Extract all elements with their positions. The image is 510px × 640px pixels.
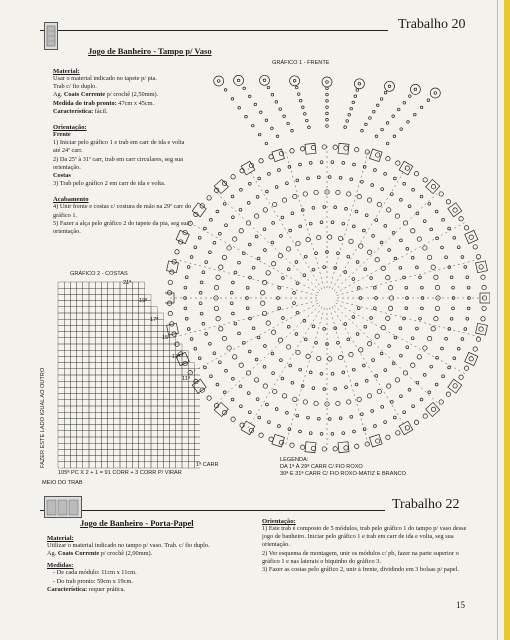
material-label: Material: xyxy=(53,68,80,75)
chart1-legend xyxy=(280,457,406,478)
article1-title: Jogo de Banheiro - Tampo p/ Vaso xyxy=(88,46,212,56)
feature-value: requer prática. xyxy=(87,585,126,593)
article2-title: Jogo de Banheiro - Porta-Papel xyxy=(80,518,194,528)
chart2-row-label: 19ª xyxy=(139,298,148,304)
instructions-label: Orientação: xyxy=(53,124,87,132)
chart2-side-label: FAZER ESTE LADO IGUAL AO OUTRO xyxy=(40,367,46,468)
feature-label: Característica: xyxy=(53,107,94,115)
legend-line: 30ª E 31ª CARR C/ FIO ROXO-MATIZ E BRANCO xyxy=(280,471,406,477)
towel-icon xyxy=(45,23,57,49)
article2-materials xyxy=(47,531,247,594)
chart2-title: GRÁFICO 2 - COSTAS xyxy=(70,271,128,277)
material-line: Utilizar o material indicado no tampo p/ vaso. Trab. c/ fio duplo. xyxy=(47,542,210,549)
legend-title: LEGENDA: xyxy=(280,457,309,463)
page-number: 15 xyxy=(456,600,465,610)
needle-suffix: p/ crochê (2,50mm). xyxy=(105,91,159,99)
finishing-label: Acabamento xyxy=(53,196,89,204)
sizes-label: Medidas: xyxy=(47,562,74,570)
instruction-step: 5) Fazer a alça pelo gráfico 2 do tapete da pia, seg sua orientação. xyxy=(53,219,190,236)
feature-line xyxy=(47,586,247,594)
instruction-step: 1) Este trab é composto de 5 módulos, trab pelo gráfico 1 do tampo p/ vaso desse jogo de banheiro. Iniciar pelo gráfico 1 e trab em carr de ida e volta, seg sua orientação. xyxy=(262,525,467,549)
material-line: Trab c/ fio duplo. xyxy=(53,83,97,91)
paper-holder-icon xyxy=(45,497,81,517)
size-label: Medida do trab pronto: xyxy=(53,99,117,107)
front-label: Frente xyxy=(53,131,71,139)
page-edge-strip xyxy=(504,0,510,640)
instructions-label: Orientação: xyxy=(262,518,296,525)
crochet-chart-back xyxy=(40,276,200,488)
header-title-top: Trabalho 20 xyxy=(398,17,466,32)
instruction-step: 3) Fazer as costas pelo gráfico 2, unir à frente, dividindo em 3 bolsas p/ papel. xyxy=(262,566,459,574)
chart2-row-label: 17ª xyxy=(150,317,159,323)
header-title-bottom: Trabalho 22 xyxy=(392,497,460,512)
instruction-step: 1) Iniciar pelo gráfico 1 e trab em carr de ida e volta até 24ª carr. xyxy=(53,139,185,155)
page-edge-line xyxy=(497,0,498,640)
instruction-step: 4) Unir frente e costas c/ costura de mão na 29ª carr do gráfico 1. xyxy=(53,203,192,219)
needle-prefix: Ag. xyxy=(53,91,63,99)
size-value: 47cm x 45cm. xyxy=(116,99,155,107)
chart2-row-label: 13ª xyxy=(172,354,181,360)
chart2-note: 105ª PC X 2 + 1 = 91 CORR + 3 CORR P/ VIRAR xyxy=(58,470,182,476)
needle-line xyxy=(47,550,247,558)
chart2-row-label: 15ª xyxy=(162,335,171,341)
chart2-bottom-label: MEIO DO TRAB xyxy=(42,480,83,486)
size-line: - Do trab pronto: 59cm x 19cm. xyxy=(53,577,133,585)
crochet-chart-front xyxy=(165,66,490,456)
needle-suffix: p/ crochê (2,00mm). xyxy=(99,550,153,558)
feature-value: fácil. xyxy=(93,107,108,115)
chart2-row-label: 11ª xyxy=(182,376,190,382)
brand-name: Coats Corrente xyxy=(63,91,106,99)
material-label: Material: xyxy=(47,535,74,542)
instruction-step: 2) Da 25ª à 31ª carr, trab em carr circulares, seg sua orientação. xyxy=(53,155,183,171)
legend-line: DA 1ª À 29ª CARR C/ FIO ROXO xyxy=(280,464,363,470)
chart2-row-label: 21ª xyxy=(123,280,132,286)
header-rule-top xyxy=(40,30,388,31)
product-thumbnail-top xyxy=(44,22,58,50)
article2-instructions xyxy=(262,514,472,574)
brand-name: Coats Corrente xyxy=(57,550,100,558)
needle-prefix: Ag. xyxy=(47,550,57,558)
header-rule-bottom xyxy=(40,510,385,511)
product-thumbnail-bottom xyxy=(44,496,82,518)
size-line: - De cada módulo: 11cm x 11cm. xyxy=(53,569,137,577)
feature-label: Característica: xyxy=(47,585,88,593)
instruction-step: 3) Trab pelo gráfico 2 em carr de ida e volta. xyxy=(53,180,166,188)
chart1-title: GRÁFICO 1 - FRENTE xyxy=(272,60,330,66)
material-line: Usar o material indicado no tapete p/ pia. xyxy=(53,75,157,82)
instruction-step: 2) Ver esquema de montagem, unir os módulos c/ pb, fazer na parte superior o gráfico 1 e nas laterais o biquinho do gráfico 3. xyxy=(262,549,459,565)
chart2-row-label: 1ª CARR xyxy=(196,462,219,468)
back-label: Costas xyxy=(53,172,71,180)
